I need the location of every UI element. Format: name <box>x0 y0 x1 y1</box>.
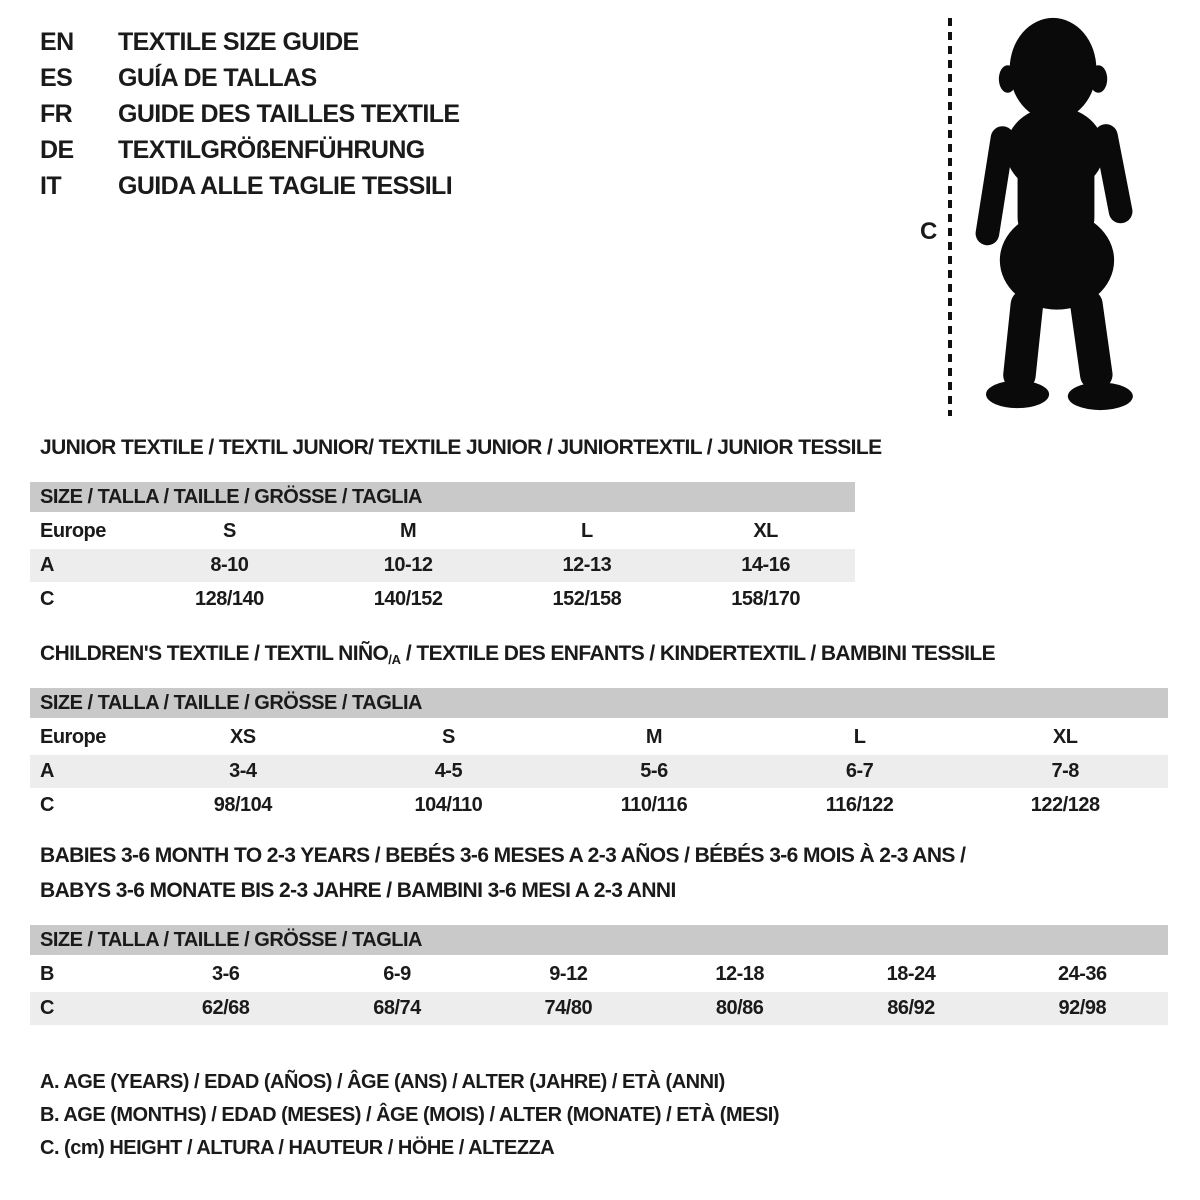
section-title-babies-line1 <box>40 844 965 868</box>
cell-value: S <box>441 726 455 748</box>
height-measure-line <box>948 18 952 416</box>
guide-title-fr: GUIDE DES TAILLES TEXTILE <box>118 100 460 128</box>
cell-value: M <box>400 520 417 542</box>
cell-value: 116/122 <box>825 794 894 816</box>
language-row-en <box>40 24 460 60</box>
cell-value: 12-18 <box>715 963 764 985</box>
cell-value: L <box>853 726 866 748</box>
babies-size-table <box>30 925 1168 1026</box>
cell-value: 5-6 <box>640 760 668 782</box>
table-row <box>30 515 855 548</box>
cell-value: 3-4 <box>229 760 257 782</box>
row-label: B <box>40 963 54 985</box>
row-label: Europe <box>40 726 106 748</box>
guide-title-es: GUÍA DE TALLAS <box>118 64 317 92</box>
section-title-junior-text: JUNIOR TEXTILE / TEXTIL JUNIOR/ TEXTILE JUNIOR / JUNIORTEXTIL / JUNIOR TESSILE <box>40 436 882 459</box>
row-label: C <box>40 588 54 610</box>
language-code: IT <box>40 172 62 200</box>
cell-value: 98/104 <box>213 794 272 816</box>
language-code: FR <box>40 100 73 128</box>
cell-value: 122/128 <box>1030 794 1100 816</box>
cell-value: 68/74 <box>373 997 421 1019</box>
language-row-it <box>40 168 460 204</box>
table-row <box>30 755 1168 788</box>
cell-value: 128/140 <box>194 588 264 610</box>
cell-value: 110/116 <box>620 794 688 816</box>
table-row <box>30 958 1168 991</box>
cell-value: S <box>222 520 236 542</box>
cell-value: 62/68 <box>201 997 250 1019</box>
legend <box>40 1066 779 1165</box>
row-label: A <box>40 760 54 782</box>
cell-value: 86/92 <box>887 997 935 1019</box>
size-header-bar: SIZE / TALLA / TAILLE / GRÖSSE / TAGLIA <box>30 925 1168 955</box>
cell-value: M <box>645 726 663 748</box>
cell-value: 14-16 <box>741 554 790 576</box>
language-code: ES <box>40 64 73 92</box>
table-row <box>30 583 855 616</box>
section-title-babies-text: BABIES 3-6 MONTH TO 2-3 YEARS / BEBÉS 3-6 MESES A 2-3 AÑOS / BÉBÉS 3-6 MOIS À 2-3 ANS / <box>40 844 966 867</box>
guide-title-en: TEXTILE SIZE GUIDE <box>118 28 359 56</box>
legend-age-months: B. AGE (MONTHS) / EDAD (MESES) / ÂGE (MOIS) / ALTER (MONATE) / ETÀ (MESI) <box>40 1104 780 1126</box>
cell-value: 152/158 <box>552 588 622 610</box>
section-title-junior <box>40 436 882 460</box>
cell-value: 9-12 <box>549 963 588 985</box>
table-row <box>30 789 1168 822</box>
language-row-es <box>40 60 460 96</box>
guide-title-de: TEXTILGRÖßENFÜHRUNG <box>118 136 425 164</box>
toddler-silhouette-icon <box>966 12 1144 416</box>
section-title-babies-line2 <box>40 879 676 903</box>
section-title-children-text: / TEXTILE DES ENFANTS / KINDERTEXTIL / BAMBINI TESSILE <box>400 642 996 665</box>
size-header-bar: SIZE / TALLA / TAILLE / GRÖSSE / TAGLIA <box>30 482 855 512</box>
cell-value: 6-7 <box>845 760 874 782</box>
legend-height-cm: C. (cm) HEIGHT / ALTURA / HAUTEUR / HÖHE / ALTEZZA <box>40 1137 555 1159</box>
table-row <box>30 721 1168 754</box>
junior-size-table <box>30 482 855 617</box>
cell-value: 6-9 <box>383 963 411 985</box>
section-title-babies-text: BABYS 3-6 MONATE BIS 2-3 JAHRE / BAMBINI 3-6 MESI A 2-3 ANNI <box>40 879 676 902</box>
cell-value: 92/98 <box>1058 997 1107 1019</box>
size-header-bar: SIZE / TALLA / TAILLE / GRÖSSE / TAGLIA <box>30 688 1168 718</box>
cell-value: 4-5 <box>434 760 463 782</box>
cell-value: 18-24 <box>886 963 936 985</box>
cell-value: 104/110 <box>414 794 483 816</box>
row-label: Europe <box>40 520 106 542</box>
section-title-children-subscript: /A <box>388 652 401 667</box>
cell-value: 8-10 <box>210 554 249 576</box>
language-row-de <box>40 132 460 168</box>
cell-value: XS <box>229 726 256 748</box>
children-size-table <box>30 688 1168 823</box>
cell-value: 3-6 <box>211 963 240 985</box>
row-label: A <box>40 554 54 576</box>
cell-value: 74/80 <box>544 997 593 1019</box>
language-title-list <box>40 24 460 204</box>
cell-value: 24-36 <box>1057 963 1107 985</box>
cell-value: 7-8 <box>1051 760 1079 782</box>
section-title-children <box>40 642 995 667</box>
cell-value: L <box>581 520 593 542</box>
cell-value: XL <box>1052 726 1078 748</box>
row-label: C <box>40 794 54 816</box>
section-title-children-text: CHILDREN'S TEXTILE / TEXTIL NIÑO <box>40 642 389 665</box>
cell-value: 10-12 <box>383 554 433 576</box>
cell-value: 158/170 <box>731 588 801 610</box>
row-label: C <box>40 997 54 1019</box>
cell-value: 12-13 <box>562 554 612 576</box>
language-code: EN <box>40 28 74 56</box>
table-row <box>30 992 1168 1025</box>
guide-title-it: GUIDA ALLE TAGLIE TESSILI <box>118 172 453 200</box>
table-row <box>30 549 855 582</box>
cell-value: 80/86 <box>715 997 764 1019</box>
cell-value: XL <box>753 520 778 542</box>
legend-age-years: A. AGE (YEARS) / EDAD (AÑOS) / ÂGE (ANS) / ALTER (JAHRE) / ETÀ (ANNI) <box>40 1071 725 1093</box>
height-measure-label: C <box>920 218 937 245</box>
language-row-fr <box>40 96 460 132</box>
cell-value: 140/152 <box>373 588 443 610</box>
language-code: DE <box>40 136 74 164</box>
